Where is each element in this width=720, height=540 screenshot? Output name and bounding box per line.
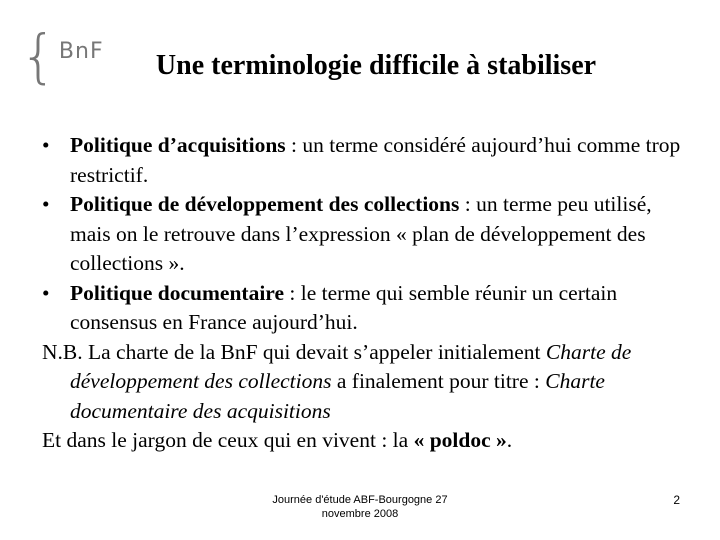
bullet-marker: • [42,192,50,216]
nb-title-original: Charte de développement des collections [70,339,632,393]
slide-title: Une terminologie difficile à stabiliser [155,50,597,81]
bullet-item [42,190,690,279]
bullet-term: Politique d’acquisitions [70,133,286,157]
slide-content [42,131,690,456]
nb-title-final: Charte documentaire des acquisitions [70,369,605,423]
bullet-text: : le terme qui semble réunir un certain consensus en France aujourd’hui. [70,280,618,334]
jargon-end: . [506,428,513,452]
bullet-term: Politique de développement des collections [70,192,460,216]
bullet-marker: • [42,133,50,157]
jargon-term: « poldoc » [413,428,507,452]
nb-note [42,338,690,427]
jargon-note [42,426,690,456]
footer-line-1: Journée d'étude ABF-Bourgogne 27 [272,494,448,506]
bullet-text: : un terme peu utilisé, mais on le retrouve dans l’expression « plan de développement des collections ». [70,192,652,275]
logo-brace: { [20,22,57,90]
logo-text: BnF [58,38,104,64]
nb-lead: N.B. La charte de la BnF qui devait s’appeler initialement [42,339,546,364]
nb-mid: a finalement pour titre : [331,369,546,393]
page-number: 2 [673,493,680,507]
bullet-item [42,131,690,190]
bullet-item [42,279,690,338]
bullet-text: : un terme considéré aujourd’hui comme trop restrictif. [70,133,681,187]
jargon-lead: Et dans le jargon de ceux qui en vivent : la [42,428,414,452]
slide-footer [240,493,480,521]
bullet-term: Politique documentaire [70,280,284,305]
bullet-marker: • [42,280,50,305]
footer-line-2: novembre 2008 [321,508,399,520]
